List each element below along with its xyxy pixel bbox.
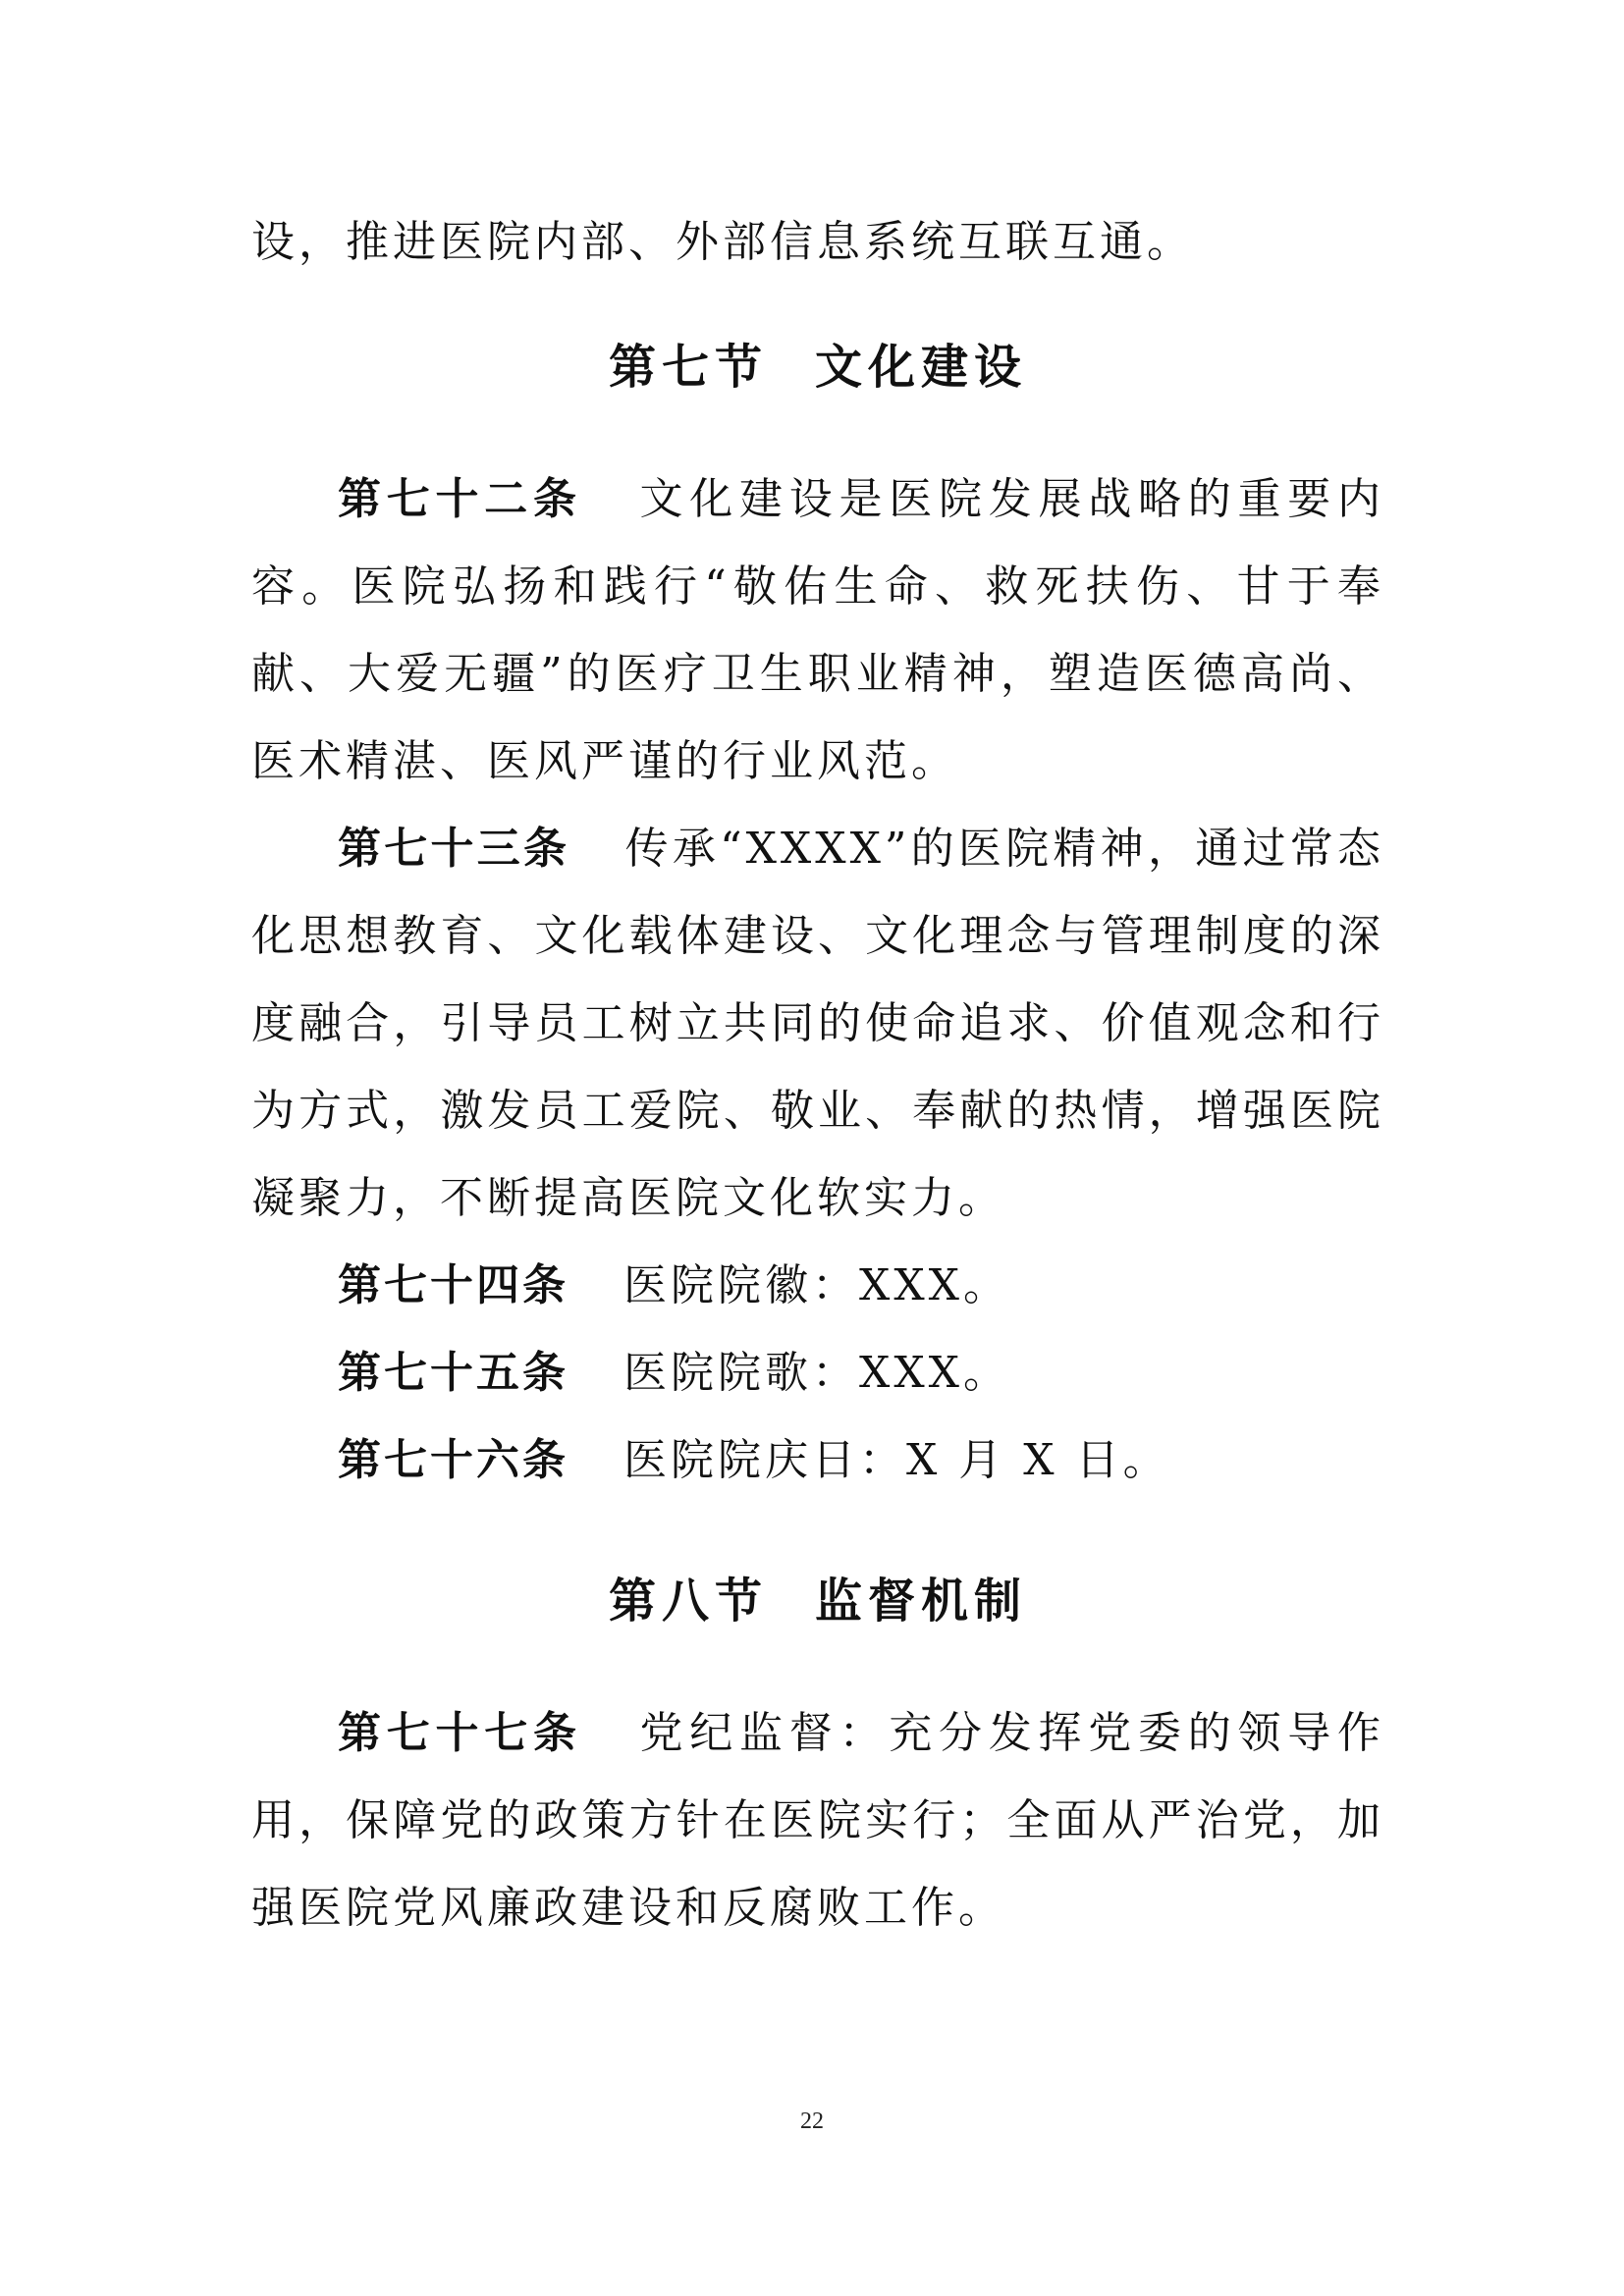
article-74-text: 医院院徽：XXX。 [623,1260,1010,1310]
section-8-title: 监督机制 [815,1574,1028,1629]
section-8-heading [251,1563,1384,1630]
article-72-text: 文化建设是医院发展战略的重要内容。医院弘扬和践行“敬佑生命、救死扶伤、甘于奉献、大爱无疆”的医疗卫生职业精神，塑造医德高尚、医术精湛、医风严谨的行业风范。 [251,474,1384,786]
continuation-paragraph: 设，推进医院内部、外部信息系统互联互通。 [251,217,1194,267]
article-76 [251,1416,1384,1504]
article-72 [251,455,1384,805]
article-74 [251,1242,1384,1329]
article-74-number: 第七十四条 [338,1260,568,1310]
article-75-number: 第七十五条 [338,1348,568,1398]
article-75-text: 医院院歌：XXX。 [623,1348,1010,1398]
section-7-number: 第七节 [608,340,768,395]
page-number: 22 [800,2109,824,2134]
article-75 [251,1329,1384,1416]
section-7-title: 文化建设 [815,340,1028,395]
article-77 [251,1689,1384,1951]
article-73-text: 传承“XXXX”的医院精神，通过常态化思想教育、文化载体建设、文化理念与管理制度的深度融合，引导员工树立共同的使命追求、价值观念和行为方式，激发员工爱院、敬业、奉献的热情，增强医院凝聚力，不断提高医院文化软实力。 [251,824,1384,1223]
section-8-number: 第八节 [608,1574,768,1629]
article-77-number: 第七十七条 [338,1708,582,1758]
article-77-text: 党纪监督：充分发挥党委的领导作用，保障党的政策方针在医院实行；全面从严治党，加强医院党风廉政建设和反腐败工作。 [251,1708,1384,1933]
article-76-text: 医院院庆日：X 月 X 日。 [623,1435,1170,1485]
article-72-number: 第七十二条 [338,474,582,524]
article-73 [251,805,1384,1242]
article-73-number: 第七十三条 [338,824,570,874]
section-7-heading [251,329,1384,397]
page-content [251,198,1384,1951]
article-76-number: 第七十六条 [338,1435,568,1485]
